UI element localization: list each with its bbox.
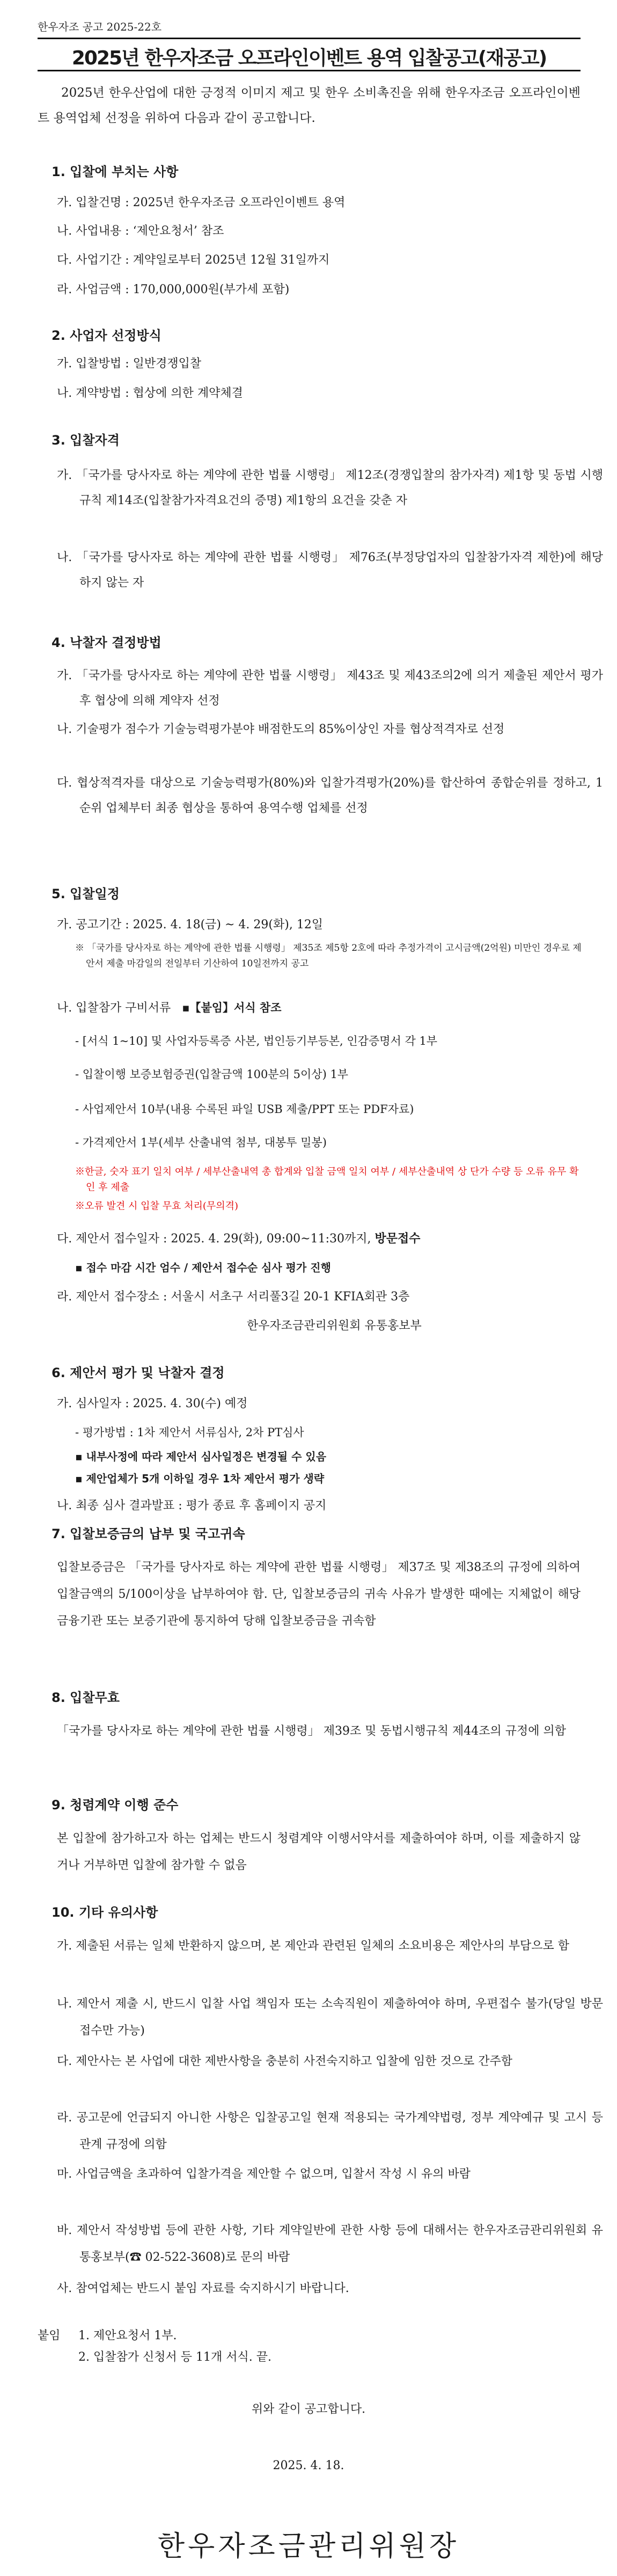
s5-item-c-note: ▪ 접수 마감 시간 엄수 / 제안서 접수순 심사 평가 진행 — [75, 1261, 331, 1274]
s5-item-b — [57, 999, 282, 1015]
s1-item-a: 가. 입찰건명 : 2025년 한우자조금 오프라인이벤트 용역 — [57, 196, 346, 209]
s5-item-b2: - 입찰이행 보증보험증권(입찰금액 100분의 5이상) 1부 — [75, 1068, 349, 1081]
attachment-label: 붙임 — [38, 2329, 61, 2342]
s6-item-a3: ▪ 제안업체가 5개 이하일 경우 1차 제안서 평가 생략 — [75, 1472, 325, 1485]
s3-item-b: 나. 「국가를 당사자로 하는 계약에 관한 법률 시행령」 제76조(부정당업자의 입찰참가자격 제한)에 해당하지 않는 자 — [57, 551, 603, 590]
s6-item-a: 가. 심사일자 : 2025. 4. 30(수) 예정 — [57, 1397, 248, 1410]
s8-body: 「국가를 당사자로 하는 계약에 관한 법률 시행령」 제39조 및 동법시행규칙 제44조의 규정에 의함 — [57, 1724, 566, 1738]
s5-item-a: 가. 공고기간 : 2025. 4. 18(금) ~ 4. 29(화), 12일 — [57, 918, 324, 932]
intro-paragraph: 2025년 한우산업에 대한 긍정적 이미지 제고 및 한우 소비촉진을 위해 한우자조금 오프라인이벤트 용역업체 선정을 위하여 다음과 같이 공고합니다. — [38, 86, 581, 125]
s10-item-e: 마. 사업금액을 초과하여 입찰가격을 제안할 수 없으며, 입찰서 작성 시 유의 바람 — [57, 2167, 471, 2181]
s10-item-d: 라. 공고문에 언급되지 아니한 사항은 입찰공고일 현재 적용되는 국가계약법령, 정부 계약예규 및 고시 등 관계 규정에 의함 — [57, 2111, 603, 2151]
s1-item-d: 라. 사업금액 : 170,000,000원(부가세 포함) — [57, 283, 290, 296]
s5-item-d: 라. 제안서 접수장소 : 서울시 서초구 서리풀3길 20-1 KFIA회관 3층 — [57, 1290, 410, 1304]
s10-item-g: 사. 참여업체는 반드시 붙임 자료를 숙지하시기 바랍니다. — [57, 2282, 349, 2295]
section-1-heading: 1. 입찰에 부치는 사항 — [52, 164, 179, 179]
closing-statement: 위와 같이 공고합니다. — [251, 2403, 366, 2416]
s6-item-b: 나. 최종 심사 결과발표 : 평가 종료 후 홈페이지 공지 — [57, 1499, 327, 1512]
attachment-item-2: 2. 입찰참가 신청서 등 11개 서식. 끝. — [78, 2351, 271, 2364]
s5-item-b1: - [서식 1~10] 및 사업자등록증 사본, 법인등기부등본, 인감증명서 각 1부 — [75, 1035, 438, 1047]
page-title: 2025년 한우자조금 오프라인이벤트 용역 입찰공고(재공고) — [71, 47, 547, 69]
section-2-heading: 2. 사업자 선정방식 — [52, 328, 161, 343]
section-8-heading: 8. 입찰무효 — [52, 1690, 120, 1705]
s6-item-a1: - 평가방법 : 1차 제안서 서류심사, 2차 PT심사 — [75, 1426, 304, 1439]
s1-item-c: 다. 사업기간 : 계약일로부터 2025년 12월 31일까지 — [57, 253, 330, 267]
notice-number: 한우자조 공고 2025-22호 — [38, 20, 162, 33]
s5-item-a-note: ※ 「국가를 당사자로 하는 계약에 관한 법률 시행령」 제35조 제5항 2호에 따라 추정가격이 고시금액(2억원) 미만인 경우로 제안서 제출 마감일의 전일부터 기산하여 10일전까지 공고 — [75, 943, 582, 969]
s5-item-b-tag: ▪【붙임】서식 참조 — [182, 1001, 282, 1014]
s5-item-c — [57, 1229, 421, 1246]
attachment-item-1: 1. 제안요청서 1부. — [78, 2329, 177, 2342]
s7-body: 입찰보증금은 「국가를 당사자로 하는 계약에 관한 법률 시행령」 제37조 및 제38조의 규정에 의하여 입찰금액의 5/100이상을 납부하여야 함. 단, 입찰보증금의 귀속 사유가 발생한 때에는 지체없이 해당 금융기관 또는 보증기관에 통지하여 당해 입찰보증금을 귀속함 — [57, 1561, 581, 1628]
s5-item-c-method: 방문접수 — [374, 1232, 421, 1246]
s3-item-a: 가. 「국가를 당사자로 하는 계약에 관한 법률 시행령」 제12조(경쟁입찰의 참가자격) 제1항 및 동법 시행규칙 제14조(입찰참가자격요건의 증명) 제1항의 요건을 갖춘 자 — [57, 469, 603, 507]
s5-warning-1: ※한글, 숫자 표기 일치 여부 / 세부산출내역 총 합계와 입찰 금액 일치 여부 / 세부산출내역 상 단가 수량 등 오류 유무 확인 후 제출 — [75, 1166, 579, 1193]
section-6-heading: 6. 제안서 평가 및 낙찰자 결정 — [52, 1365, 225, 1380]
s5-item-c-label: 다. 제안서 접수일자 : 2025. 4. 29(화), 09:00~11:30까지, — [57, 1232, 375, 1246]
s10-item-f: 바. 제안서 작성방법 등에 관한 사항, 기타 계약일반에 관한 사항 등에 대해서는 한우자조금관리위원회 유통홍보부(☎ 02-522-3608)로 문의 바람 — [57, 2224, 603, 2264]
section-10-heading: 10. 기타 유의사항 — [52, 1905, 158, 1920]
section-9-heading: 9. 청렴계약 이행 준수 — [52, 1798, 179, 1813]
s2-item-a: 가. 입찰방법 : 일반경쟁입찰 — [57, 357, 202, 370]
section-4-heading: 4. 낙찰자 결정방법 — [52, 635, 161, 650]
s6-item-a2: ▪ 내부사정에 따라 제안서 심사일정은 변경될 수 있음 — [75, 1450, 327, 1463]
s5-item-b3: - 사업제안서 10부(내용 수록된 파일 USB 제출/PPT 또는 PDF자료) — [75, 1103, 414, 1116]
s4-item-c: 다. 협상적격자를 대상으로 기술능력평가(80%)와 입찰가격평가(20%)를 합산하여 종합순위를 정하고, 1순위 업체부터 최종 협상을 통하여 용역수행 업체를 선정 — [57, 776, 603, 815]
s9-body: 본 입찰에 참가하고자 하는 업체는 반드시 청렴계약 이행서약서를 제출하여야 하며, 이를 제출하지 않거나 거부하면 입찰에 참가할 수 없음 — [57, 1832, 581, 1872]
notice-date: 2025. 4. 18. — [273, 2459, 344, 2472]
s5-item-b4: - 가격제안서 1부(세부 산출내역 첨부, 대봉투 밀봉) — [75, 1136, 327, 1149]
section-7-heading: 7. 입찰보증금의 납부 및 국고귀속 — [52, 1526, 245, 1541]
issuing-authority: 한우자조금관리위원장 — [157, 2530, 460, 2563]
title-rule-bottom — [38, 70, 581, 71]
s5-item-d-dept: 한우자조금관리위원회 유통홍보부 — [247, 1319, 422, 1333]
s5-warning-2: ※오류 발견 시 입찰 무효 처리(무의격) — [75, 1200, 239, 1212]
s4-item-a: 가. 「국가를 당사자로 하는 계약에 관한 법률 시행령」 제43조 및 제43조의2에 의거 제출된 제안서 평가 후 협상에 의해 계약자 선정 — [57, 669, 603, 708]
section-5-heading: 5. 입찰일정 — [52, 886, 120, 901]
s10-item-b: 나. 제안서 제출 시, 반드시 입찰 사업 책임자 또는 소속직원이 제출하여야 하며, 우편접수 불가(당일 방문접수만 가능) — [57, 1997, 603, 2037]
s4-item-b: 나. 기술평가 점수가 기술능력평가분야 배점한도의 85%이상인 자를 협상적격자로 선정 — [57, 723, 505, 736]
s10-item-c: 다. 제안사는 본 사업에 대한 제반사항을 충분히 사전숙지하고 입찰에 임한 것으로 간주함 — [57, 2055, 512, 2068]
section-3-heading: 3. 입찰자격 — [52, 433, 120, 448]
s1-item-b: 나. 사업내용 : ‘제안요청서’ 참조 — [57, 224, 224, 238]
s2-item-b: 나. 계약방법 : 협상에 의한 계약체결 — [57, 387, 243, 400]
title-rule-top — [38, 38, 581, 39]
s5-item-b-label: 나. 입찰참가 구비서류 — [57, 1001, 171, 1015]
s10-item-a: 가. 제출된 서류는 일체 반환하지 않으며, 본 제안과 관련된 일체의 소요비용은 제안사의 부담으로 함 — [57, 1939, 569, 1953]
